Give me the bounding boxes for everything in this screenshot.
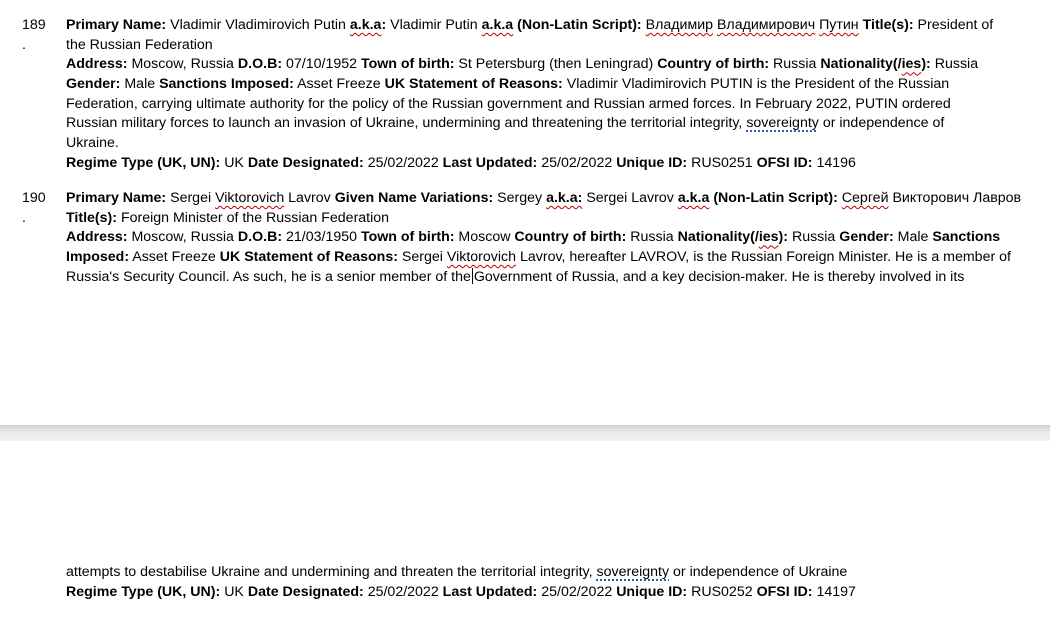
label: D.O.B: <box>237 56 283 73</box>
label: Imposed: <box>66 249 130 266</box>
reasons-text: Russia's Security Council. As such, he is a senior member of the <box>66 268 471 285</box>
label: a.k.a <box>677 190 710 206</box>
label: a.k.a: <box>546 190 583 206</box>
sanctions-value: Asset Freeze <box>297 76 381 93</box>
town-value: St Petersburg (then Leningrad) <box>458 56 654 73</box>
grammar-flagged-word: sovereignty <box>746 115 819 132</box>
sanctions-value: Asset Freeze <box>132 249 216 266</box>
document-page-2[interactable] <box>0 441 1050 617</box>
nonlatin-word: Путин <box>819 17 859 33</box>
variations-value: Sergey <box>497 190 543 206</box>
entry-number: 189 <box>22 17 46 33</box>
ofsi-id-value: 14197 <box>816 583 856 600</box>
label: (Non-Latin Script): <box>713 190 838 206</box>
label: Nationality(/ies): <box>820 56 931 73</box>
primary-name: Viktorovich <box>215 190 285 206</box>
reasons-text: Viktorovich <box>446 249 517 266</box>
label: a.k.a <box>349 17 382 33</box>
label: Regime Type (UK, UN): <box>66 154 221 171</box>
list-marker: . <box>22 209 26 226</box>
nonlatin-word: Викторович Лавров <box>892 190 1022 206</box>
label: Given Name Variations: <box>334 190 494 206</box>
label: a.k.a <box>481 17 514 33</box>
label: Sanctions Imposed: <box>159 76 294 93</box>
label: Town of birth: <box>360 229 455 246</box>
label: Address: <box>66 229 128 246</box>
designated-value: 25/02/2022 <box>367 583 439 600</box>
entry-text[interactable] <box>66 189 1050 287</box>
label: Country of birth: <box>657 56 770 73</box>
entry-text[interactable] <box>66 16 1050 174</box>
updated-value: 25/02/2022 <box>541 583 613 600</box>
label: Regime Type (UK, UN): <box>66 583 221 600</box>
aka-value: Sergei Lavrov <box>586 190 674 206</box>
titles-value: the Russian Federation <box>66 36 213 53</box>
nonlatin-word: Владимирович <box>716 17 816 33</box>
reasons-text: or independence of Ukraine <box>673 564 848 580</box>
label: OFSI ID: <box>756 583 813 600</box>
entry-number: 190 <box>22 190 46 206</box>
list-marker: . <box>22 36 26 53</box>
unique-id-value: RUS0251 <box>691 154 753 171</box>
label: OFSI ID: <box>756 154 813 171</box>
label: Gender: <box>66 76 121 93</box>
gender-value: Male <box>124 76 156 93</box>
reasons-text: Vladimir Vladimirovich PUTIN is the President of the Russian <box>566 76 950 93</box>
label: Title(s): <box>66 209 117 226</box>
address-value: Moscow, Russia <box>131 229 234 246</box>
label: Unique ID: <box>616 154 688 171</box>
reasons-text: or independence of <box>822 115 945 132</box>
primary-name: Lavrov <box>288 190 331 206</box>
label: Unique ID: <box>616 583 688 600</box>
titles-value: President of <box>917 17 994 33</box>
regime-value: UK <box>224 583 244 600</box>
primary-name: Sergei <box>170 190 212 206</box>
address-value: Moscow, Russia <box>131 56 234 73</box>
unique-id-value: RUS0252 <box>691 583 753 600</box>
label: Address: <box>66 56 128 73</box>
dob-value: 07/10/1952 <box>286 56 358 73</box>
reasons-text: Lavrov, hereafter LAVROV, is the Russian Foreign Minister. He is a member of <box>519 249 1011 266</box>
reasons-text: Ukraine. <box>66 135 119 152</box>
reasons-text: Russian military forces to launch an invasion of Ukraine, undermining and threatening the territorial integrity, <box>66 115 743 132</box>
country-value: Russia <box>773 56 817 73</box>
primary-name: Vladimir Vladimirovich Putin <box>170 17 346 33</box>
label: : <box>381 17 387 33</box>
designated-value: 25/02/2022 <box>367 154 439 171</box>
label: (Non-Latin Script): <box>517 17 642 33</box>
label: Town of birth: <box>360 56 455 73</box>
label: D.O.B: <box>237 229 283 246</box>
label: Sanctions <box>932 229 1001 246</box>
country-value: Russia <box>630 229 674 246</box>
titles-value: Foreign Minister of the Russian Federation <box>120 209 390 226</box>
reasons-text: Sergei <box>401 249 443 266</box>
label: Country of birth: <box>514 229 627 246</box>
aka-value: Vladimir Putin <box>390 17 478 33</box>
label: Primary Name: <box>66 17 167 33</box>
gender-value: Male <box>897 229 929 246</box>
label: Primary Name: <box>66 190 167 206</box>
entry-text[interactable] <box>66 563 1050 602</box>
text-cursor <box>472 268 473 284</box>
label: Gender: <box>839 229 894 246</box>
label: Last Updated: <box>442 154 538 171</box>
label: Title(s): <box>862 17 914 33</box>
town-value: Moscow <box>458 229 511 246</box>
label: Last Updated: <box>442 583 538 600</box>
label: Date Designated: <box>247 154 364 171</box>
nonlatin-word: Владимир <box>645 17 714 33</box>
page-break-gap <box>0 425 1050 442</box>
nonlatin-word: Сергей <box>841 190 889 206</box>
reasons-text: attempts to destabilise Ukraine and undermining and threaten the territorial integrity, <box>66 564 593 580</box>
reasons-text: Government of Russia, and a key decision-maker. He is thereby involved in its <box>473 268 965 285</box>
reasons-text: Federation, carrying ultimate authority for the policy of the Russian government and Russian armed forces. In February 2022, PUTIN ordered <box>66 95 951 112</box>
nationality-value: Russia <box>934 56 979 73</box>
label: UK Statement of Reasons: <box>384 76 563 93</box>
regime-value: UK <box>224 154 244 171</box>
label: UK Statement of Reasons: <box>219 249 398 266</box>
label: Date Designated: <box>247 583 364 600</box>
label: Nationality(/ies): <box>677 229 788 246</box>
updated-value: 25/02/2022 <box>541 154 613 171</box>
dob-value: 21/03/1950 <box>286 229 358 246</box>
nationality-value: Russia <box>791 229 836 246</box>
ofsi-id-value: 14196 <box>816 154 856 171</box>
grammar-flagged-word: sovereignty <box>596 564 670 580</box>
